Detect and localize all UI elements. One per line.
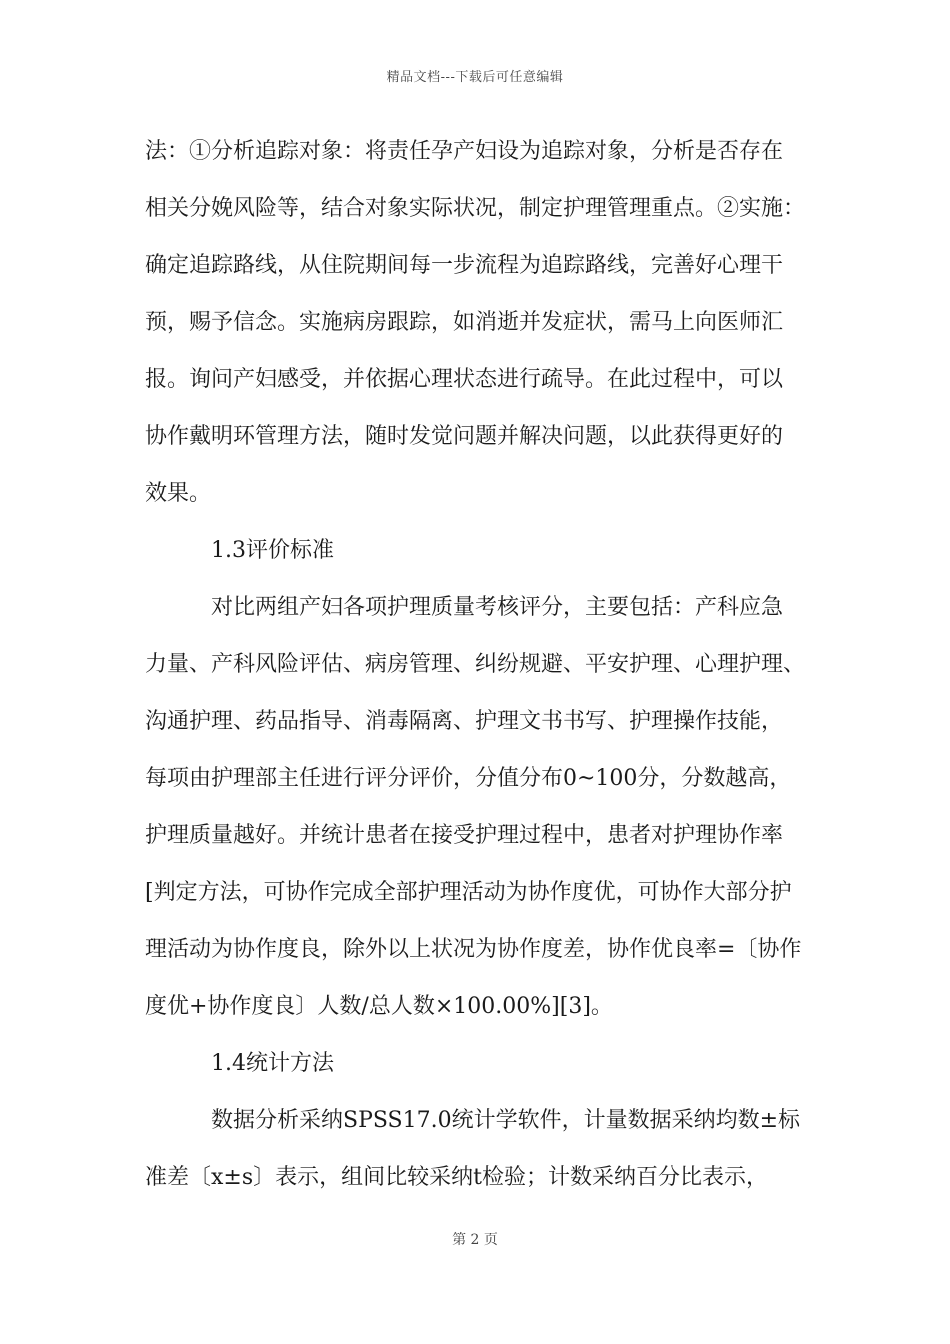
text-line: 效果。	[145, 481, 212, 506]
text-line: 对比两组产妇各项护理质量考核评分，主要包括：产科应急	[211, 595, 784, 620]
text-line: 相关分娩风险等，结合对象实际状况，制定护理管理重点。②实施：	[145, 196, 806, 221]
text-line: 协作戴明环管理方法，随时发觉问题并解决问题，以此获得更好的	[145, 424, 784, 449]
text-line: 每项由护理部主任进行评分评价，分值分布0~100分，分数越高，	[145, 766, 792, 791]
document-body	[145, 132, 825, 1215]
text-line: 护理质量越好。并统计患者在接受护理过程中，患者对护理协作率	[145, 823, 784, 848]
text-line: 沟通护理、药品指导、消毒隔离、护理文书书写、护理操作技能，	[145, 709, 784, 734]
text-line: 预，赐予信念。实施病房跟踪，如消逝并发症状，需马上向医师汇	[145, 310, 784, 335]
text-line: 数据分析采纳SPSS17.0统计学软件，计量数据采纳均数±标	[211, 1108, 801, 1133]
text-line: 报。询问产妇感受，并依据心理状态进行疏导。在此过程中，可以	[145, 367, 784, 392]
text-line: 理活动为协作度良，除外以上状况为协作度差，协作优良率=〔协作	[145, 937, 802, 962]
text-line: 力量、产科风险评估、病房管理、纠纷规避、平安护理、心理护理、	[145, 652, 806, 677]
section-heading: 1.3评价标准	[211, 538, 334, 563]
page-header: 精品文档---下载后可任意编辑	[386, 70, 564, 85]
text-line: [判定方法，可协作完成全部护理活动为协作度优，可协作大部分护	[145, 880, 792, 905]
text-line: 度优+协作度良〕人数/总人数×100.00%][3]。	[145, 994, 613, 1019]
text-line: 法：①分析追踪对象：将责任孕产妇设为追踪对象，分析是否存在	[145, 139, 784, 164]
text-line: 确定追踪路线，从住院期间每一步流程为追踪路线，完善好心理干	[145, 253, 784, 278]
page-number: 第 2 页	[452, 1232, 498, 1248]
text-line: 准差〔x±s〕表示，组间比较采纳t检验；计数采纳百分比表示，	[145, 1165, 768, 1190]
section-heading: 1.4统计方法	[211, 1051, 334, 1076]
